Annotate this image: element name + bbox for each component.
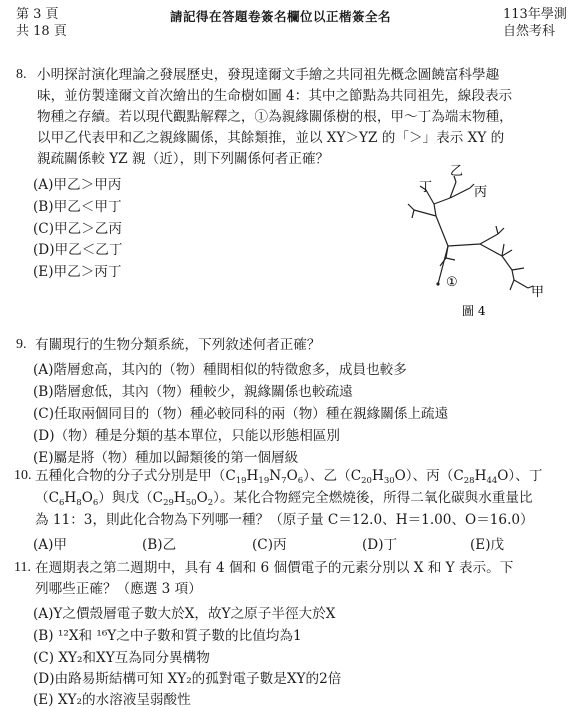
exam-year: 113年學測 [503,7,567,22]
q10-number: 10. [14,468,32,483]
q8-option-c[interactable]: (C)甲乙＞乙丙 [33,221,122,237]
leaf-label-ding: 丁 [419,180,433,195]
tree-branch [512,268,524,270]
q11-stem-line: 列哪些正確？（應選 3 項） [35,581,202,597]
tree-branch-jia [514,280,528,288]
tree-branch [480,244,502,256]
q11-option-b[interactable]: (B) ¹²X和 ¹⁶Y之中子數和質子數的比值均為1 [33,628,302,644]
subject: 自然考科 [503,24,556,39]
tree-branch [434,198,450,204]
q10-option-b[interactable]: (B)乙 [142,537,177,553]
q8-stem-line: 小明探討演化理論之發展歷史，發現達爾文手繪之共同祖先概念圖饒富科學趣 [37,67,500,83]
root-label: ① [446,275,458,290]
tree-branch [446,258,455,260]
tree-branch [434,204,436,216]
tree-branch [414,210,436,216]
q10-stem-tail: ）。某化合物經完全燃燒後，所得二氧化碳與水重量比 [213,490,533,506]
q10-stem-line: 五種化合物的分子式分別是甲$(C_{19}H_{19}N_7O_6)$、乙$(C_{20}H_{30}O)$、丙$(C_{28}H_{44}O)$、丁 [35,468,543,486]
tree-branch [480,234,498,244]
tree-root-node [436,282,439,285]
figure-caption: 圖 4 [462,304,486,318]
q10-option-a[interactable]: (A)甲 [33,537,68,553]
tree-branch [512,270,514,280]
q11-stem-line: 在週期表之第二週期中，具有 4 個和 6 個價電子的元素分別以 X 和 Y 表示。下 [35,560,514,576]
q8-option-b[interactable]: (B)甲乙＜甲丁 [33,199,122,215]
q9-option-b[interactable]: (B)階層愈低，其內（物）種較少，親緣關係也較疏遠 [33,384,353,400]
q9-option-a[interactable]: (A)階層愈高，其內的（物）種間相似的特徵愈多，成員也較多 [33,362,407,378]
tree-branch [408,204,414,210]
q8-option-e[interactable]: (E)甲乙＞丙丁 [33,264,122,280]
q10-stem-line: 為 11：3，則此化合物為下列哪一種？（原子量 C＝12.0、H＝1.00、O＝16.0） [35,512,534,528]
figure-4-tree-diagram [400,160,570,320]
q11-option-c[interactable]: (C) XY₂和XY互為同分異構物 [33,650,210,666]
q9-option-c[interactable]: (C)任取兩個同目的（物）種必較同科的兩（物）種在親緣關係上疏遠 [33,406,449,422]
q8-stem-line: 味，並仿製達爾文首次繪出的生命樹如圖 4：其中之節點為共同祖先，線段表示 [37,88,513,104]
q11-option-e[interactable]: (E) XY₂的水溶液呈弱酸性 [33,692,191,708]
q10-option-e[interactable]: (E)戊 [470,537,505,553]
tree-branch [448,244,480,246]
page-number: 第 3 頁 [16,7,59,22]
q9-option-d[interactable]: (D)（物）種是分類的基本單位，只能以形態相區別 [33,428,340,444]
tree-branch [502,256,512,270]
q8-stem-line: 物種之存續。若以現代觀點解釋之，①為親緣關係樹的根，甲～丁為端末物種， [37,109,513,125]
q11-option-a[interactable]: (A)Y之價殼層電子數大於X，故Y之原子半徑大於X [33,606,336,622]
tree-branch [412,210,414,218]
q8-stem-line: 親疏關係較 YZ 親（近），則下列關係何者正確？ [37,151,330,167]
q11-option-d[interactable]: (D)由路易斯結構可知 XY₂的孤對電子數是XY的2倍 [33,671,342,687]
tree-branch [436,216,448,246]
q8-option-d[interactable]: (D)甲乙＜乙丁 [33,242,123,258]
q10-stem-line: $(C_6H_8O_6)$與戊$(C_{29}H_{50}O_2)$。某化合物經完全燃燒後，所得二氧化碳與水重量比 [35,490,533,508]
tree-branch [510,280,514,290]
q11-number: 11. [14,560,31,575]
q10-option-d[interactable]: (D)丁 [362,537,398,553]
q8-stem-line: 以甲乙代表甲和乙之親緣關係，其餘類推，並以 XY＞YZ 的「＞」表示 XY 的 [37,130,505,146]
tree-branch [502,244,504,256]
leaf-label-yi: 乙 [450,164,464,179]
q8-option-a[interactable]: (A)甲乙＞甲丙 [33,177,122,193]
signature-instruction: 請記得在答題卷簽名欄位以正楷簽全名 [170,9,392,24]
tree-branch [496,226,498,234]
q9-number: 9. [16,337,27,352]
tree-branch [502,250,512,256]
leaf-label-bing: 丙 [474,185,488,200]
q10-option-c[interactable]: (C)丙 [252,537,287,553]
leaf-label-jia: 甲 [531,285,545,300]
q9-option-e[interactable]: (E)屬是將（物）種加以歸類後的第一個層級 [33,450,299,466]
q10-stem-prefix: 五種化合物的分子式分別是甲（ [35,468,226,484]
tree-branch [498,228,504,234]
q8-number: 8. [16,67,27,82]
q9-stem: 有關現行的生物分類系統，下列敘述何者正確？ [35,337,321,353]
total-pages: 共 18 頁 [16,24,67,39]
